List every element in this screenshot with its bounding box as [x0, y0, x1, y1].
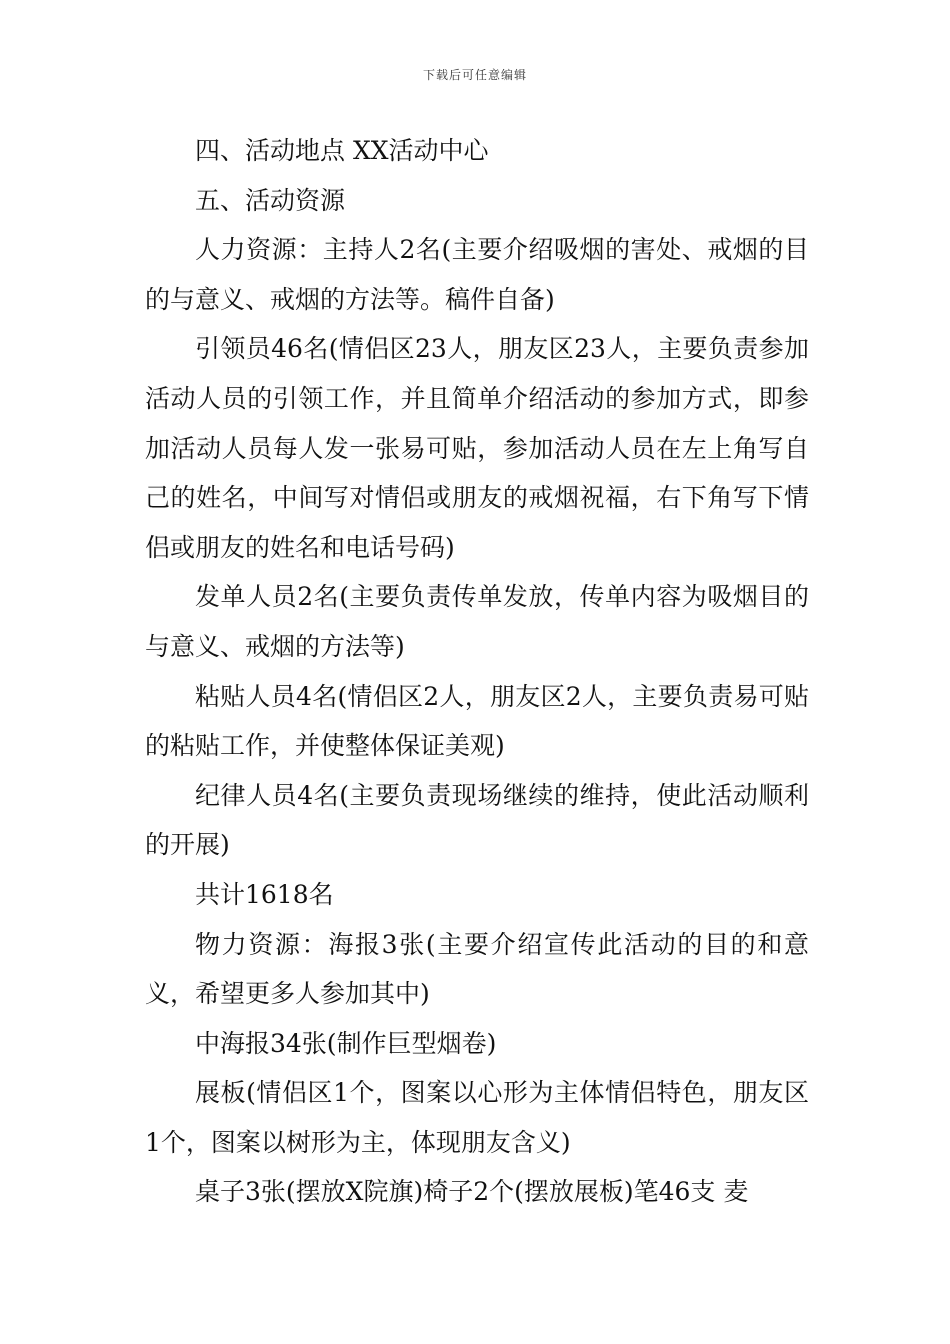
paragraph-medium-posters: 中海报34张(制作巨型烟卷)	[195, 1028, 497, 1058]
paragraph-total: 共计1618名	[195, 879, 334, 909]
paragraph-discipline-staff: 纪律人员4名(主要负责现场继续的维持，使此活动顺利的开展)	[145, 780, 809, 860]
paragraph-flyer-staff: 发单人员2名(主要负责传单发放，传单内容为吸烟目的与意义、戒烟的方法等)	[145, 582, 809, 661]
document-body	[145, 126, 809, 1217]
header-note: 下载后可任意编辑	[422, 68, 527, 82]
paragraph-material-resources: 物力资源：海报3张(主要介绍宣传此活动的目的和意义，希望更多人参加其中)	[145, 929, 809, 1009]
paragraph-human-resources: 人力资源：主持人2名(主要介绍吸烟的害处、戒烟的目的与意义、戒烟的方法等。稿件自备)	[145, 235, 809, 314]
paragraph-paste-staff: 粘贴人员4名(情侣区2人，朋友区2人，主要负责易可贴的粘贴工作，并使整体保证美观)	[145, 681, 809, 761]
paragraph-display-boards: 展板(情侣区1个，图案以心形为主体情侣特色，朋友区1个，图案以树形为主，体现朋友含义)	[145, 1078, 809, 1157]
paragraph-guides: 引领员46名(情侣区23人，朋友区23人，主要负责参加活动人员的引领工作，并且简单介绍活动的参加方式，即参加活动人员每人发一张易可贴，参加活动人员在左上角写自己的姓名，中间写对情侣或朋友的戒烟祝福，右下角写下情侣或朋友的姓名和电话号码)	[145, 334, 809, 562]
paragraph-resources-heading: 五、活动资源	[195, 185, 346, 215]
paragraph-furniture: 桌子3张(摆放X院旗)椅子2个(摆放展板)笔46支 麦	[195, 1177, 749, 1207]
paragraph-venue: 四、活动地点 XX活动中心	[195, 136, 489, 165]
